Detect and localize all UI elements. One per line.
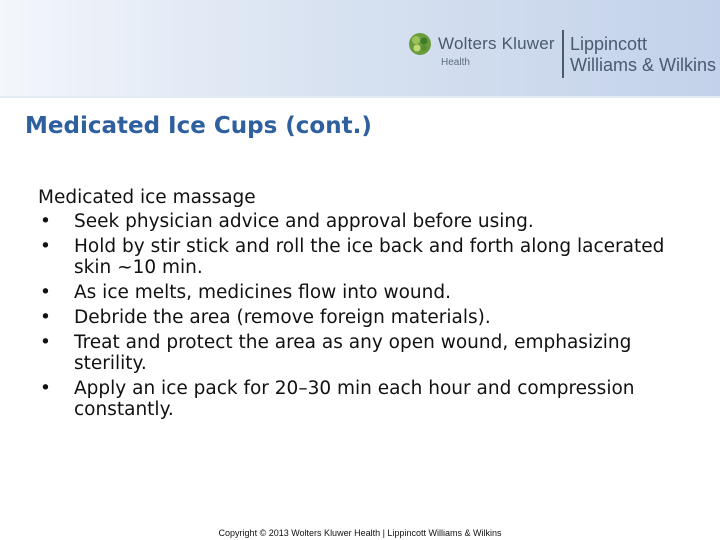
bullet-item xyxy=(38,378,678,420)
bullet-item xyxy=(38,282,678,303)
bullet-item xyxy=(38,332,678,374)
bullet-icon: • xyxy=(40,236,51,257)
logo-divider xyxy=(562,30,564,78)
bullet-item xyxy=(38,307,678,328)
wolters-kluwer-logo-icon xyxy=(408,32,432,56)
slide-title: Medicated Ice Cups (cont.) xyxy=(25,113,372,139)
bullet-text: Debride the area (remove foreign materials). xyxy=(74,307,491,328)
copyright-footer: Copyright © 2013 Wolters Kluwer Health | Lippincott Williams & Wilkins xyxy=(218,528,502,538)
bullet-icon: • xyxy=(40,332,51,353)
bullet-icon: • xyxy=(40,378,51,399)
bullet-text: As ice melts, medicines flow into wound. xyxy=(74,282,451,303)
bullet-item xyxy=(38,211,678,232)
bullet-item xyxy=(38,236,678,278)
intro-text: Medicated ice massage xyxy=(38,187,256,208)
williams-wilkins-wordmark: Williams & Wilkins xyxy=(570,55,716,75)
lippincott-wordmark: Lippincott xyxy=(570,34,648,54)
header-divider xyxy=(0,96,720,98)
publisher-logo xyxy=(408,30,718,80)
bullet-text: Treat and protect the area as any open wound, emphasizing sterility. xyxy=(74,332,632,374)
slide-content xyxy=(38,187,678,424)
bullet-icon: • xyxy=(40,211,51,232)
bullet-text: Apply an ice pack for 20–30 min each hour and compression constantly. xyxy=(74,378,635,420)
bullet-icon: • xyxy=(40,282,51,303)
bullet-list xyxy=(38,211,678,420)
wolters-kluwer-wordmark: Wolters Kluwer xyxy=(438,34,555,53)
bullet-text: Seek physician advice and approval before using. xyxy=(74,211,534,232)
health-wordmark: Health xyxy=(441,57,470,68)
bullet-text: Hold by stir stick and roll the ice back and forth along lacerated skin ~10 min. xyxy=(74,236,665,278)
bullet-icon: • xyxy=(40,307,51,328)
